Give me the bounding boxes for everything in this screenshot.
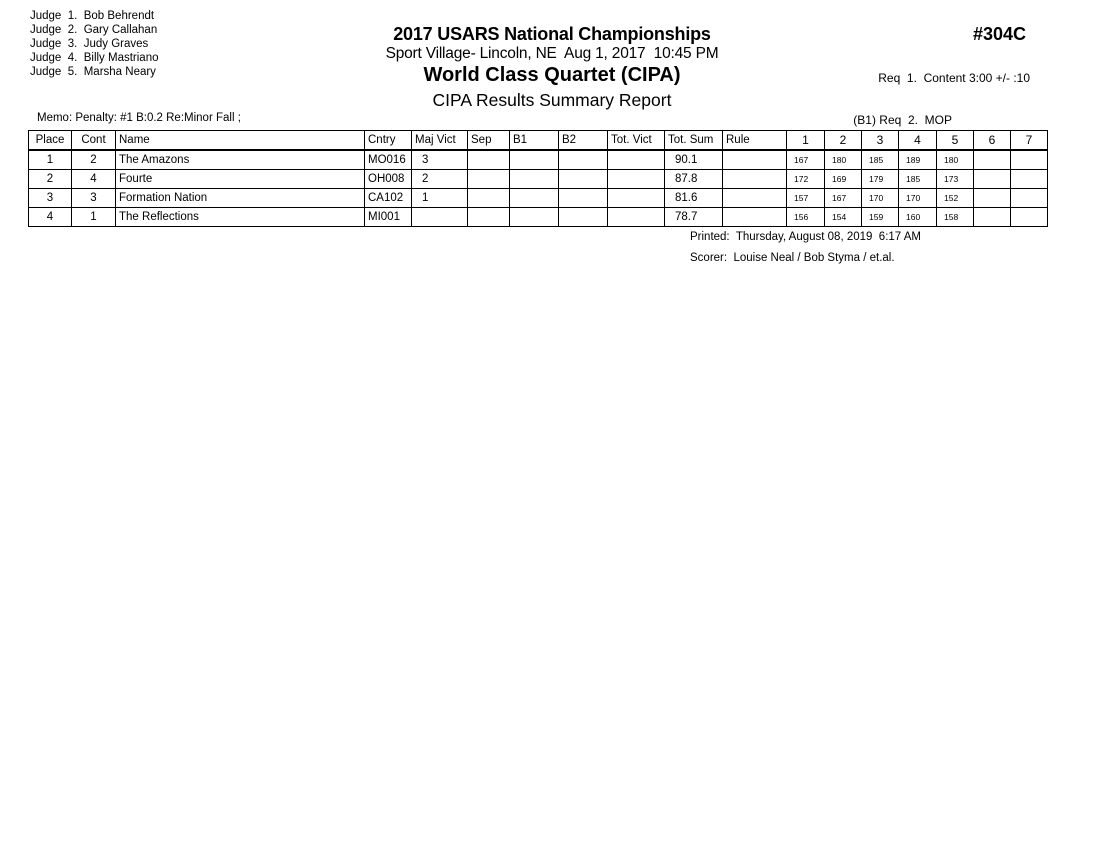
cell-tot-vict [608,170,665,189]
cell-judge-5: 158 [937,208,974,227]
cell-judge-3: 185 [862,150,899,170]
cell-rule [723,170,787,189]
cell-place: 4 [29,208,72,227]
judge-name: Marsha Neary [83,66,156,78]
col-maj-vict: Maj Vict [412,131,468,151]
cell-place: 3 [29,189,72,208]
col-judge-4: 4 [899,131,937,151]
cell-judge-4: 160 [899,208,937,227]
col-tot-vict: Tot. Vict [608,131,665,151]
col-rule: Rule [723,131,787,151]
cell-b2 [559,170,608,189]
col-place: Place [29,131,72,151]
cell-b1 [510,150,559,170]
cell-tot-vict [608,208,665,227]
cell-judge-5: 173 [937,170,974,189]
cell-cntry: MO016 [365,150,412,170]
cell-name: Fourte [116,170,365,189]
table-header-row [29,131,1048,151]
col-b1: B1 [510,131,559,151]
venue-line: Sport Village- Lincoln, NE Aug 1, 2017 10:45 PM [385,45,719,62]
col-b2: B2 [559,131,608,151]
table-row [29,208,1048,227]
col-judge-1: 1 [787,131,825,151]
cell-name: The Reflections [116,208,365,227]
judge-label: Judge 4. [30,52,78,64]
cell-judge-4: 185 [899,170,937,189]
table-row [29,189,1048,208]
cell-judge-7 [1011,150,1048,170]
cell-b2 [559,208,608,227]
cell-cont: 1 [72,208,116,227]
cell-sep [468,170,510,189]
cell-tot-sum: 78.7 [665,208,723,227]
cell-b1 [510,208,559,227]
cell-rule [723,208,787,227]
cell-cntry: CA102 [365,189,412,208]
cell-judge-6 [974,208,1011,227]
cell-tot-vict [608,150,665,170]
cell-cntry: OH008 [365,170,412,189]
requirement-2: (B1) Req 2. MOP [853,113,952,127]
cell-sep [468,189,510,208]
cell-judge-6 [974,170,1011,189]
event-number: #304C [972,24,1026,44]
cell-judge-5: 152 [937,189,974,208]
cell-maj-vict [412,208,468,227]
cell-rule [723,189,787,208]
cell-tot-sum: 87.8 [665,170,723,189]
cell-name: Formation Nation [116,189,365,208]
judge-name: Judy Graves [83,38,149,50]
cell-judge-5: 180 [937,150,974,170]
judge-label: Judge 3. [30,38,78,50]
cell-judge-1: 172 [787,170,825,189]
judge-line [30,23,159,37]
cell-judge-2: 167 [825,189,862,208]
cell-judge-4: 189 [899,150,937,170]
cell-rule [723,150,787,170]
cell-tot-sum: 90.1 [665,150,723,170]
col-cntry: Cntry [365,131,412,151]
judges-list [30,9,159,79]
table-row [29,150,1048,170]
judge-line [30,65,159,79]
col-name: Name [116,131,365,151]
cell-b2 [559,150,608,170]
report-name: CIPA Results Summary Report [432,90,672,110]
judge-name: Gary Callahan [83,24,158,36]
cell-maj-vict: 1 [412,189,468,208]
cell-cntry: MI001 [365,208,412,227]
cell-judge-6 [974,150,1011,170]
printed-timestamp: Printed: Thursday, August 08, 2019 6:17 AM [690,231,921,243]
judge-name: Bob Behrendt [83,10,155,22]
cell-cont: 2 [72,150,116,170]
col-sep: Sep [468,131,510,151]
judge-label: Judge 2. [30,24,78,36]
col-judge-5: 5 [937,131,974,151]
cell-b2 [559,189,608,208]
cell-tot-vict [608,189,665,208]
col-judge-7: 7 [1011,131,1048,151]
col-tot-sum: Tot. Sum [665,131,723,151]
event-title: 2017 USARS National Championships [393,24,711,44]
cell-place: 1 [29,150,72,170]
cell-cont: 4 [72,170,116,189]
cell-judge-3: 179 [862,170,899,189]
cell-maj-vict: 3 [412,150,468,170]
cell-cont: 3 [72,189,116,208]
judge-name: Billy Mastriano [83,52,159,64]
cell-judge-1: 157 [787,189,825,208]
cell-judge-3: 170 [862,189,899,208]
cell-judge-1: 156 [787,208,825,227]
division-title: World Class Quartet (CIPA) [423,64,681,86]
col-judge-3: 3 [862,131,899,151]
cell-judge-2: 169 [825,170,862,189]
col-judge-6: 6 [974,131,1011,151]
judge-label: Judge 1. [30,10,78,22]
memo: Memo: Penalty: #1 B:0.2 Re:Minor Fall ; [37,112,241,124]
col-judge-2: 2 [825,131,862,151]
cell-judge-7 [1011,208,1048,227]
cell-maj-vict: 2 [412,170,468,189]
cell-judge-7 [1011,189,1048,208]
results-table [28,130,1048,227]
requirements [853,43,1030,141]
cell-b1 [510,189,559,208]
cell-tot-sum: 81.6 [665,189,723,208]
col-cont: Cont [72,131,116,151]
cell-place: 2 [29,170,72,189]
cell-b1 [510,170,559,189]
cell-judge-4: 170 [899,189,937,208]
cell-judge-2: 154 [825,208,862,227]
cell-judge-2: 180 [825,150,862,170]
cell-judge-1: 167 [787,150,825,170]
cell-sep [468,208,510,227]
judge-line [30,37,159,51]
judge-label: Judge 5. [30,66,78,78]
scorer-line: Scorer: Louise Neal / Bob Styma / et.al. [690,252,895,264]
judge-line [30,51,159,65]
cell-judge-6 [974,189,1011,208]
requirement-1: Req 1. Content 3:00 +/- :10 [878,71,1030,85]
cell-judge-3: 159 [862,208,899,227]
table-row [29,170,1048,189]
judge-line [30,9,159,23]
cell-judge-7 [1011,170,1048,189]
cell-sep [468,150,510,170]
cell-name: The Amazons [116,150,365,170]
